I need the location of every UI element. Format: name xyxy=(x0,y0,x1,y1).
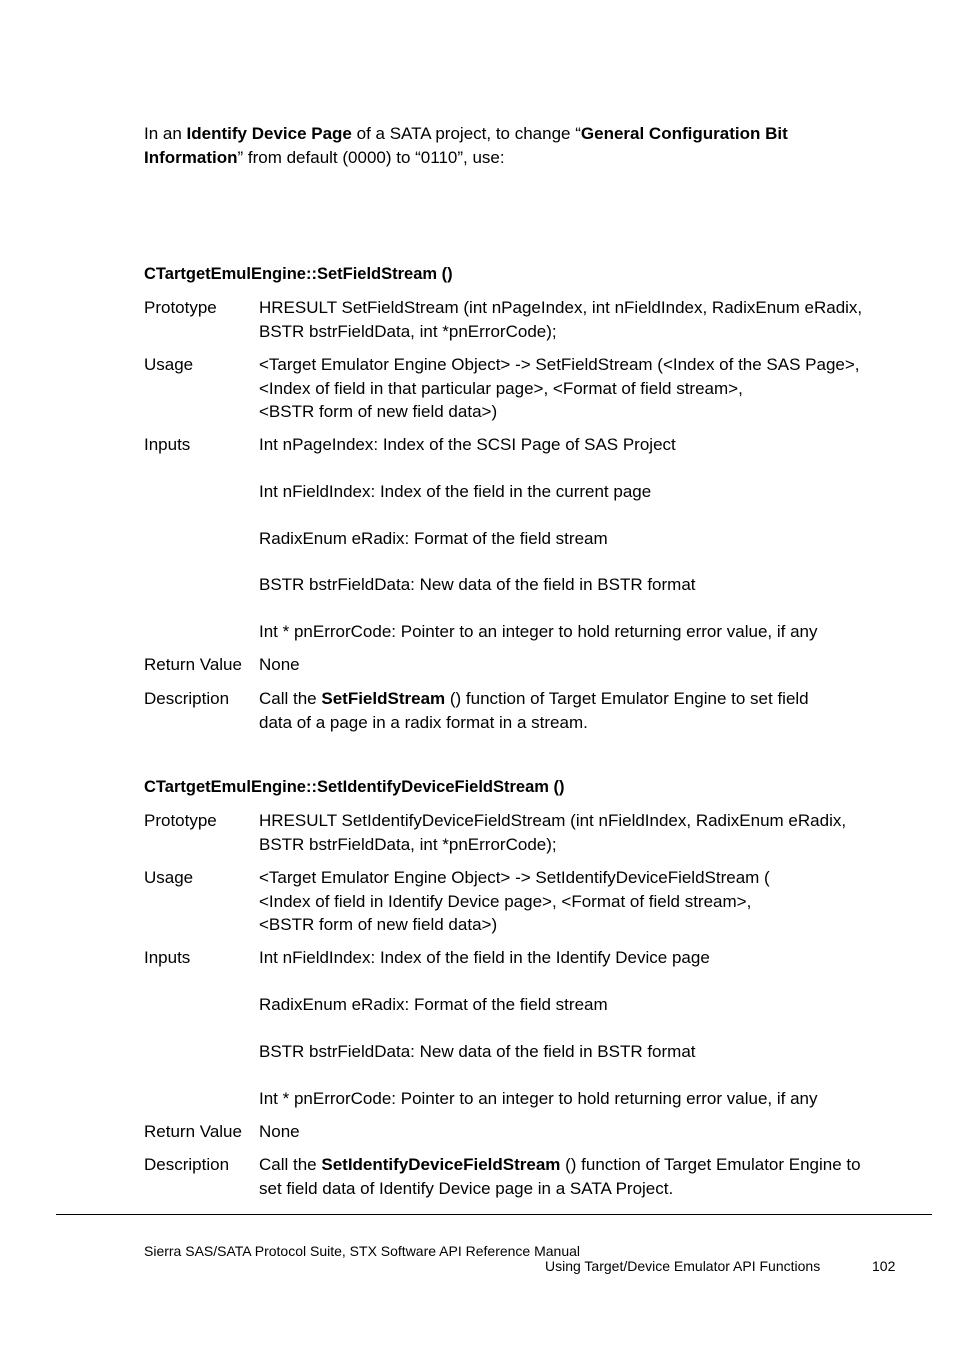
input-item: RadixEnum eRadix: Format of the field stream xyxy=(259,995,608,1014)
prototype-line: HRESULT SetIdentifyDeviceFieldStream (int nFieldIndex, RadixEnum eRadix, xyxy=(259,811,847,830)
return-value-label: Return Value xyxy=(144,655,242,674)
description-text: Call the xyxy=(259,1155,322,1174)
intro-text: In an xyxy=(144,124,187,143)
description-label: Description xyxy=(144,689,230,708)
usage-line: <Index of field in Identify Device page>, <Format of field stream>, xyxy=(259,891,752,911)
input-item: Int * pnErrorCode: Pointer to an integer to hold returning error value, if any xyxy=(259,1089,818,1108)
inputs-label: Inputs xyxy=(144,435,191,454)
intro-bold-identify-device-page: Identify Device Page xyxy=(186,124,352,143)
description-value xyxy=(259,1153,884,1200)
input-item: Int nFieldIndex: Index of the field in the Identify Device page xyxy=(259,948,710,967)
prototype-line: BSTR bstrFieldData, int *pnErrorCode); xyxy=(259,321,557,341)
usage-line: <Target Emulator Engine Object> -> SetIdentifyDeviceFieldStream ( xyxy=(259,868,770,887)
footer-page-number: 102 xyxy=(872,1258,896,1274)
prototype-value xyxy=(259,809,884,856)
footer-chapter-title: Using Target/Device Emulator API Functions xyxy=(545,1258,821,1274)
input-item: RadixEnum eRadix: Format of the field stream xyxy=(259,529,608,548)
usage-value xyxy=(259,353,884,424)
return-value-label: Return Value xyxy=(144,1122,242,1141)
usage-line: <Index of field in that particular page>, <Format of field stream>, xyxy=(259,378,743,398)
footer-divider xyxy=(56,1214,932,1215)
description-text: Call the xyxy=(259,689,322,708)
prototype-label: Prototype xyxy=(144,298,217,317)
input-item: Int nPageIndex: Index of the SCSI Page of SAS Project xyxy=(259,435,676,454)
intro-text: ” from default (0000) to “0110”, use: xyxy=(237,147,505,167)
section-title-setidentifydevicefieldstream: CTartgetEmulEngine::SetIdentifyDeviceFieldStream () xyxy=(144,778,565,796)
intro-paragraph xyxy=(144,122,844,169)
usage-value xyxy=(259,866,884,937)
intro-bold-information: Information xyxy=(144,147,238,167)
description-text: data of a page in a radix format in a stream. xyxy=(259,712,588,732)
usage-line: <BSTR form of new field data>) xyxy=(259,402,498,421)
prototype-value xyxy=(259,296,884,343)
description-text: () function of Target Emulator Engine to set field xyxy=(445,689,809,708)
description-text: set field data of Identify Device page in a SATA Project. xyxy=(259,1178,674,1198)
intro-text: of a SATA project, to change “ xyxy=(351,124,581,143)
usage-line: <Target Emulator Engine Object> -> SetFieldStream (<Index of the SAS Page>, xyxy=(259,355,860,374)
intro-bold-general-configuration: General Configuration Bit xyxy=(580,124,788,143)
description-label: Description xyxy=(144,1155,230,1174)
usage-line: <BSTR form of new field data>) xyxy=(259,915,498,934)
section-title-setfieldstream: CTartgetEmulEngine::SetFieldStream () xyxy=(144,265,453,283)
input-item: BSTR bstrFieldData: New data of the field in BSTR format xyxy=(259,1042,696,1061)
prototype-line: HRESULT SetFieldStream (int nPageIndex, int nFieldIndex, RadixEnum eRadix, xyxy=(259,298,863,317)
prototype-line: BSTR bstrFieldData, int *pnErrorCode); xyxy=(259,834,557,854)
return-value: None xyxy=(259,655,300,674)
inputs-label: Inputs xyxy=(144,948,191,967)
input-item: Int nFieldIndex: Index of the field in the current page xyxy=(259,482,652,501)
return-value: None xyxy=(259,1122,300,1141)
description-function-name: SetFieldStream xyxy=(321,689,446,708)
description-text: () function of Target Emulator Engine to xyxy=(560,1155,861,1174)
description-function-name: SetIdentifyDeviceFieldStream xyxy=(321,1155,561,1174)
usage-label: Usage xyxy=(144,355,194,374)
usage-label: Usage xyxy=(144,868,194,887)
footer-manual-title: Sierra SAS/SATA Protocol Suite, STX Software API Reference Manual xyxy=(144,1243,581,1259)
description-value xyxy=(259,687,884,734)
input-item: BSTR bstrFieldData: New data of the field in BSTR format xyxy=(259,575,696,594)
input-item: Int * pnErrorCode: Pointer to an integer to hold returning error value, if any xyxy=(259,622,818,641)
prototype-label: Prototype xyxy=(144,811,217,830)
